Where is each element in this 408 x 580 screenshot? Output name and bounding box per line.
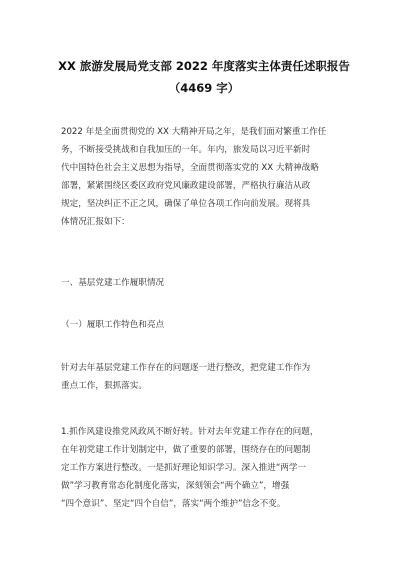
intro-line: 体情况汇报如下： [61,217,130,227]
paragraph-line: “四个意识”、坚定“四个自信”，落实“两个维护”信念不变。 [61,499,286,509]
intro-line: 部署，紧紧围绕区委区政府党风廉政建设部署，严格执行廉洁从政 [61,181,311,191]
paragraph-line: 重点工作，狠抓落实。 [61,381,147,391]
intro-line: 规定，坚决纠正不正之风，确保了单位各项工作向前发展。现将具 [61,199,311,209]
intro-line: 代中国特色社会主义思想为指导，全面贯彻落实党的 XX 大精神战略 [61,163,319,173]
section-heading: 一、基层党建工作履职情况 [61,278,165,288]
paragraph-line: 针对去年基层党建工作存在的问题逐一进行整改，把党建工作作为 [61,363,311,373]
paragraph-line: 在年初党建工作计划制定中，做了重要的部署，围绕存在的问题制 [61,445,311,455]
intro-line: 务，不断接受挑战和自我加压的一年。年内，旅发局以习近平新时 [61,145,311,155]
document-title: XX 旅游发展局党支部 2022 年度落实主体责任述职报告 [58,59,350,73]
paragraph-line: 做”学习教育常态化制度化落实，深刻领会“两个确立”，增强 [61,481,290,491]
word-count-subtitle: （4469 字） [168,81,240,95]
paragraph-line: 1.抓作风建设推党风政风不断好转。针对去年党建工作存在的问题， [61,427,319,437]
paragraph-line: 定工作方案进行整改。一是抓好理论知识学习。深入推进“两学一 [61,463,307,473]
intro-line: 2022 年是全面贯彻党的 XX 大精神开局之年，是我们面对繁重工作任 [61,127,327,137]
subsection-heading: （一）履职工作特色和亮点 [61,320,165,330]
